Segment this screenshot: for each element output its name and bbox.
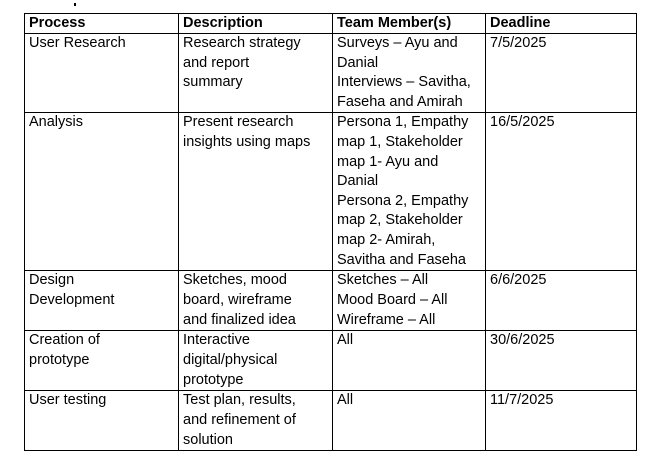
description-text: prototype <box>183 371 244 388</box>
description-cell <box>179 391 333 451</box>
team-cell <box>333 34 486 113</box>
team-text: map 2, Stakeholder <box>337 212 463 229</box>
team-text: Faseha and Amirah <box>337 93 463 110</box>
table-row <box>25 34 637 113</box>
header-deadline: Deadline <box>486 14 637 34</box>
table-row <box>25 331 637 391</box>
deadline-cell <box>486 34 637 113</box>
process-text: prototype <box>29 351 90 368</box>
deadline-cell <box>486 331 637 391</box>
team-cell <box>333 271 486 331</box>
team-text: map 1, Stakeholder <box>337 133 463 150</box>
team-text: map 2- Amirah, <box>337 231 436 248</box>
header-process: Process <box>25 14 179 34</box>
process-cell <box>25 391 179 451</box>
process-cell <box>25 34 179 113</box>
project-plan-table <box>24 13 637 451</box>
deadline-text: 16/5/2025 <box>490 114 555 131</box>
deadline-cell <box>486 391 637 451</box>
description-text: board, wireframe <box>183 291 292 308</box>
process-text: User testing <box>29 392 107 409</box>
stray-mark <box>74 3 76 6</box>
header-description: Description <box>179 14 333 34</box>
description-text: solution <box>183 431 233 448</box>
team-text: Mood Board – All <box>337 291 448 308</box>
team-text: Savitha and Faseha <box>337 251 466 268</box>
process-text: Development <box>29 291 115 308</box>
deadline-cell <box>486 113 637 271</box>
table-row <box>25 271 637 331</box>
deadline-text: 6/6/2025 <box>490 272 547 289</box>
team-cell <box>333 391 486 451</box>
deadline-cell <box>486 271 637 331</box>
description-text: and refinement of <box>183 411 296 428</box>
process-text: Analysis <box>29 114 83 131</box>
team-text: Persona 2, Empathy <box>337 192 469 209</box>
description-text: Interactive <box>183 332 250 349</box>
process-text: Design <box>29 272 75 289</box>
description-cell <box>179 271 333 331</box>
description-text: insights using maps <box>183 133 311 150</box>
description-text: Test plan, results, <box>183 392 296 409</box>
description-text: Research strategy <box>183 35 301 51</box>
process-text: Creation of <box>29 332 100 349</box>
process-cell <box>25 271 179 331</box>
team-text: Sketches – All <box>337 272 429 289</box>
team-cell <box>333 331 486 391</box>
team-text: All <box>337 332 354 349</box>
table-row <box>25 391 637 451</box>
process-cell <box>25 331 179 391</box>
team-text: map 1- Ayu and <box>337 153 439 170</box>
team-text: Persona 1, Empathy <box>337 114 469 131</box>
team-cell <box>333 113 486 271</box>
team-text: Danial <box>337 54 379 71</box>
description-text: summary <box>183 74 243 91</box>
team-text: Interviews – Savitha, <box>337 74 471 91</box>
team-text: Wireframe – All <box>337 311 436 328</box>
description-cell <box>179 113 333 271</box>
description-text: Present research <box>183 114 294 131</box>
description-cell <box>179 34 333 113</box>
deadline-text: 30/6/2025 <box>490 332 555 349</box>
team-text: Surveys – Ayu and <box>337 35 458 51</box>
header-row <box>25 14 637 34</box>
team-text: Danial <box>337 173 379 190</box>
deadline-text: 7/5/2025 <box>490 35 547 51</box>
process-text: User Research <box>29 35 126 51</box>
description-text: and report <box>183 54 250 71</box>
description-text: Sketches, mood <box>183 272 287 289</box>
deadline-text: 11/7/2025 <box>490 392 554 409</box>
description-text: digital/physical <box>183 351 278 368</box>
header-team-members: Team Member(s) <box>333 14 486 34</box>
team-text: All <box>337 392 354 409</box>
table-row <box>25 113 637 271</box>
description-cell <box>179 331 333 391</box>
description-text: and finalized idea <box>183 311 296 328</box>
process-cell <box>25 113 179 271</box>
